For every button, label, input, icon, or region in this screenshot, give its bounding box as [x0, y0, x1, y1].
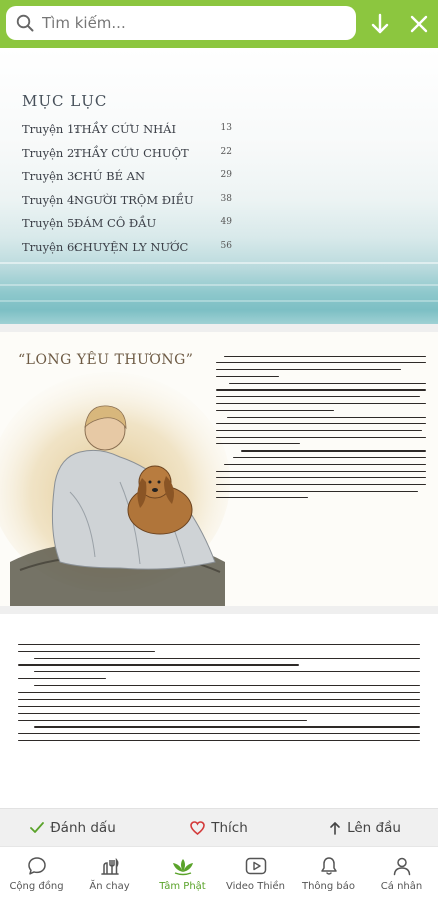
nav-label: Video Thiền	[226, 881, 285, 892]
scroll-to-top-button[interactable]	[292, 809, 438, 846]
nav-item-buddha-mind[interactable]	[146, 847, 219, 900]
nav-label: Cộng đồng	[9, 881, 64, 892]
book-content[interactable]	[0, 48, 438, 808]
check-icon	[30, 822, 44, 834]
lotus-icon	[171, 855, 195, 877]
toc-item[interactable]	[22, 169, 232, 193]
toc-item[interactable]	[22, 193, 232, 217]
toc-item-number: Truyện 3:	[22, 169, 79, 183]
toc-item-page: 22	[220, 146, 232, 157]
toc-item[interactable]	[22, 240, 232, 264]
toc-item-number: Truyện 6:	[22, 239, 79, 254]
toc-item-title: ĐÁM CÔ ĐẦU	[74, 216, 157, 230]
toc-item-title: CHUYỆN LY NƯỚC	[74, 239, 189, 254]
arrow-up-icon	[329, 821, 341, 835]
bottom-navigation	[0, 846, 438, 900]
nav-item-meditation-video[interactable]	[219, 847, 292, 900]
nav-label: Cá nhân	[380, 881, 423, 892]
nav-item-community[interactable]	[0, 847, 73, 900]
heart-icon	[190, 821, 205, 835]
like-button[interactable]	[146, 809, 292, 846]
story-handwritten-text	[216, 350, 426, 504]
action-bar	[0, 808, 438, 846]
top-search-bar	[0, 0, 438, 48]
toc-page	[0, 48, 438, 324]
toc-item[interactable]	[22, 146, 232, 170]
story-title: “LONG YÊU THƯƠNG”	[18, 352, 194, 368]
scroll-to-top-label: Lên đầu	[347, 819, 401, 836]
toc-item-number: Truyện 4:	[22, 192, 79, 207]
girl-and-dog-illustration	[0, 332, 230, 606]
toc-item-title: CHÚ BÉ AN	[74, 169, 146, 183]
toc-item-title: NGƯỜI TRỘM ĐIỀU	[74, 192, 194, 207]
toc-list	[22, 122, 232, 263]
bookmark-label: Đánh dấu	[50, 819, 116, 836]
toc-item-number: Truyện 5:	[22, 216, 79, 230]
arrow-down-icon[interactable]	[366, 10, 394, 38]
search-icon	[16, 14, 34, 32]
search-box[interactable]	[6, 6, 356, 40]
person-icon	[392, 855, 412, 877]
story-page	[0, 332, 438, 606]
toc-item-page: 56	[220, 240, 232, 251]
bell-icon	[319, 855, 339, 877]
toc-title: MỤC LỤC	[22, 92, 108, 110]
bookmark-button[interactable]	[0, 809, 146, 846]
toc-item-number: Truyện 1:	[22, 122, 79, 136]
nav-label: Ăn chay	[89, 881, 130, 892]
nav-item-profile[interactable]	[365, 847, 438, 900]
toc-item-page: 29	[220, 170, 232, 180]
toc-item-page: 13	[220, 123, 232, 133]
toc-item-title: THẦY CỨU NHÁI	[74, 122, 177, 136]
text-page	[0, 614, 438, 808]
toc-item[interactable]	[22, 216, 232, 240]
nav-label: Thông báo	[301, 881, 356, 892]
nav-item-notifications[interactable]	[292, 847, 365, 900]
nav-item-vegetarian[interactable]	[73, 847, 146, 900]
toc-item-page: 49	[220, 217, 232, 227]
food-icon	[99, 855, 121, 877]
search-input[interactable]	[42, 14, 322, 32]
chat-bubble-icon	[27, 855, 47, 877]
toc-item[interactable]	[22, 122, 232, 146]
video-icon	[245, 855, 267, 877]
toc-item-number: Truyện 2:	[22, 145, 79, 160]
toc-item-page: 38	[220, 193, 232, 204]
nav-label: Tâm Phật	[159, 881, 206, 892]
like-label: Thích	[211, 819, 248, 836]
toc-item-title: THẦY CỨU CHUỘT	[74, 145, 189, 160]
close-icon[interactable]	[405, 10, 433, 38]
